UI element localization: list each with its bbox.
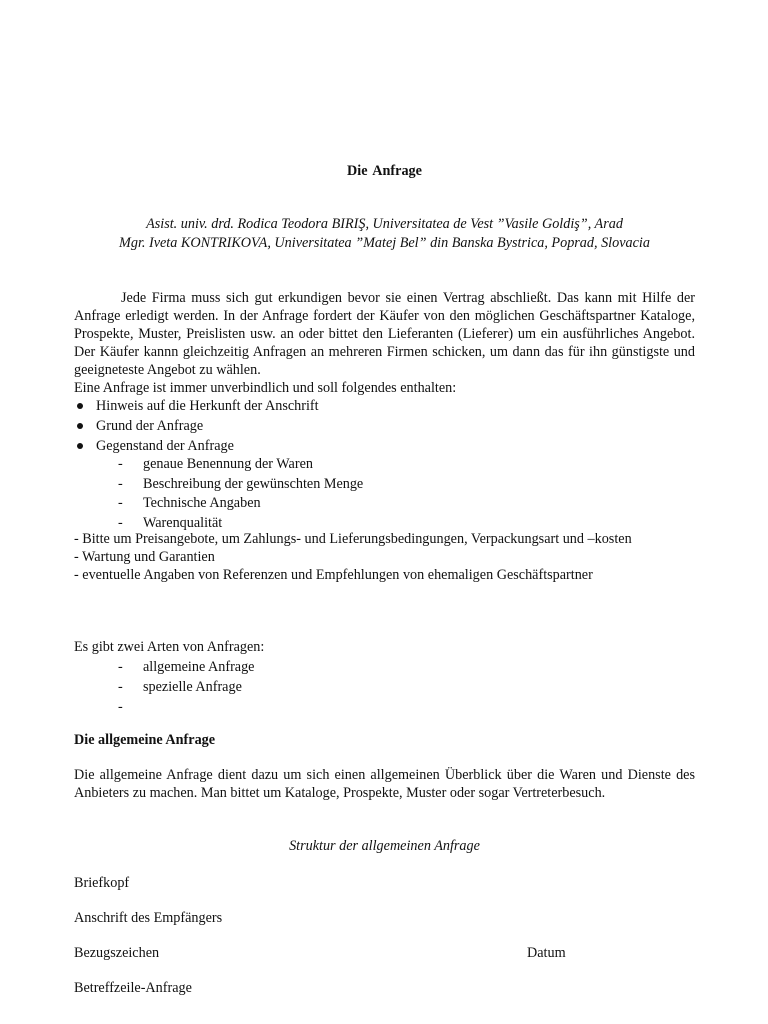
sub-item-text: allgemeine Anfrage [143, 659, 255, 675]
author-line-1: Asist. univ. drd. Rodica Teodora BIRIŞ, Universitatea de Vest ”Vasile Goldiş”, Arad [146, 216, 623, 232]
sub-item-text: spezielle Anfrage [143, 679, 242, 695]
list-item [74, 436, 695, 456]
sub-item [74, 697, 695, 717]
bullet-icon [77, 443, 83, 449]
list-item-text: Grund der Anfrage [96, 418, 204, 434]
dash-marker: - [118, 495, 123, 511]
document-title: Die Anfrage [347, 163, 422, 179]
bullet-icon [77, 423, 83, 429]
structure-betreff: Betreffzeile-Anfrage [74, 980, 192, 996]
extra-item-prices: - Bitte um Preisangebote, um Zahlungs- und Lieferungsbedingungen, Verpackungsart und –kosten [74, 531, 632, 547]
general-paragraph: Die allgemeine Anfrage dient dazu um sich einen allgemeinen Überblick über die Waren und Dienste des Anbieters zu machen. Man bittet um Kataloge, Prospekte, Muster oder sogar Vertreterbesuch. [74, 767, 695, 801]
list-item [74, 416, 695, 436]
list-item-text: Hinweis auf die Herkunft der Anschrift [96, 398, 319, 414]
dash-marker: - [118, 514, 123, 531]
intro-section [74, 289, 695, 397]
structure-datum: Datum [527, 945, 566, 961]
sub-list [74, 455, 695, 533]
author-line-2: Mgr. Iveta KONTRIKOVA, Universitatea ”Matej Bel” din Banska Bystrica, Poprad, Slovacia [119, 235, 650, 251]
sub-item [74, 657, 695, 677]
sub-item [74, 455, 695, 475]
dash-marker: - [118, 679, 123, 695]
structure-title: Struktur der allgemeinen Anfrage [289, 838, 480, 854]
authors-block [74, 215, 695, 253]
sub-item [74, 475, 695, 495]
extra-item-warranty: - Wartung und Garantien [74, 549, 215, 565]
kinds-intro: Es gibt zwei Arten von Anfragen: [74, 639, 265, 655]
structure-briefkopf: Briefkopf [74, 875, 130, 891]
bullet-list [74, 396, 695, 456]
dash-marker: - [118, 456, 123, 472]
extra-items [74, 530, 695, 584]
list-item-text: Gegenstand der Anfrage [96, 438, 234, 454]
sub-item-text: Warenqualität [143, 514, 223, 531]
dash-marker: - [118, 699, 123, 715]
intro-requirements-line: Eine Anfrage ist immer unverbindlich und soll folgendes enthalten: [74, 380, 457, 396]
sub-item-text: Beschreibung der gewünschten Menge [143, 475, 364, 492]
extra-item-references: - eventuelle Angaben von Referenzen und Empfehlungen von ehemaligen Geschäftspartner [74, 567, 593, 583]
sub-item [74, 494, 695, 514]
sub-item-text: genaue Benennung der Waren [143, 456, 313, 472]
section-heading: Die allgemeine Anfrage [74, 732, 216, 748]
structure-bezugszeichen: Bezugszeichen [74, 945, 160, 961]
sub-item [74, 677, 695, 697]
general-section [74, 766, 695, 802]
kinds-section [74, 637, 695, 717]
list-item [74, 396, 695, 416]
sub-item-text: Technische Angaben [143, 495, 261, 511]
dash-marker: - [118, 475, 123, 492]
structure-anschrift: Anschrift des Empfängers [74, 910, 223, 926]
bullet-icon [77, 403, 83, 409]
dash-marker: - [118, 659, 123, 675]
intro-paragraph: Jede Firma muss sich gut erkundigen bevor sie einen Vertrag abschließt. Das kann mit Hilfe der Anfrage erledigt werden. In der Anfrage fordert der Käufer von den möglichen Geschäftspartner Kataloge, Prospekte, Muster, Preislisten usw. an oder bittet den Lieferanten (Lieferer) um ein ausführliches Angebot. Der Käufer kannn gleichzeitig Anfragen an mehreren Firmen schicken, um dann das für ihn günstigste und geeigneteste Angebot zu wählen. [74, 290, 695, 378]
